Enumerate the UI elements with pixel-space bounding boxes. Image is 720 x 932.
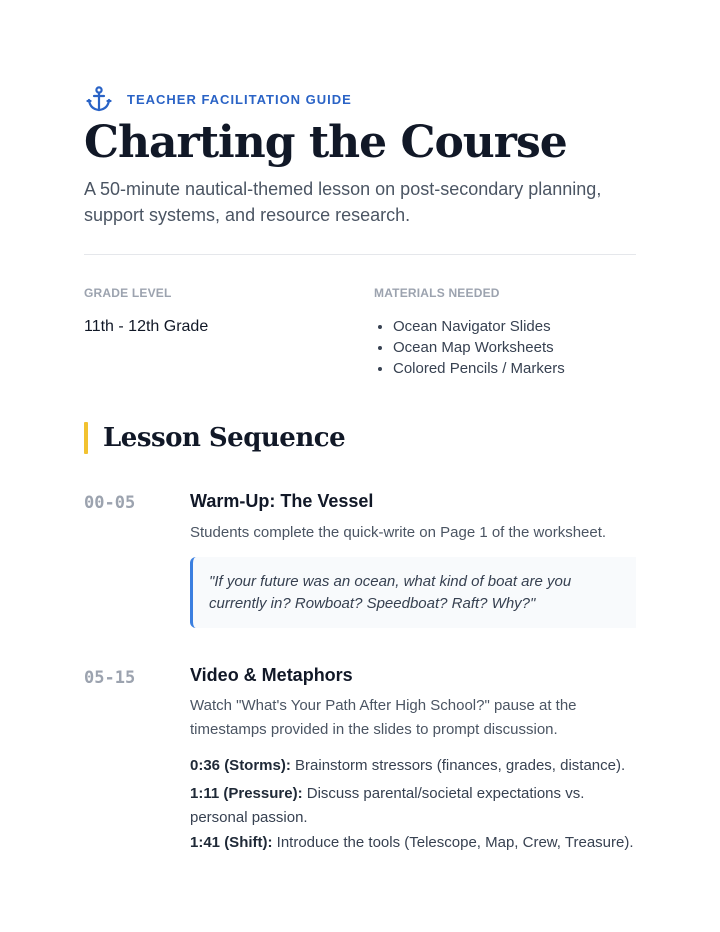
timestamp-text: Discuss parental/societal expectations vs. personal passion. [190,785,585,826]
timestamp-label: 1:11 (Pressure): [190,785,303,802]
grade-level-label: GRADE LEVEL [84,286,172,300]
materials-label: MATERIALS NEEDED [374,286,500,300]
step-content [190,489,636,545]
step-time: 05-15 [84,668,136,688]
quote-text: "If your future was an ocean, what kind of boat are you currently in? Rowboat? Speedboat? Raft? Why?" [209,573,572,612]
section-accent-bar [84,422,88,454]
step-content [190,663,636,742]
step-title: Warm-Up: The Vessel [190,491,374,511]
step-time: 00-05 [84,493,136,513]
timestamp-point [190,831,640,855]
header-divider [84,254,636,255]
timestamp-point [190,782,640,830]
timestamp-label: 1:41 (Shift): [190,834,273,851]
page-title: Charting the Course [84,117,567,168]
section-heading [84,422,345,454]
materials-list [374,316,565,379]
grade-level-value: 11th - 12th Grade [84,318,209,335]
list-item: • Ocean Navigator Slides [393,316,565,337]
timestamp-label: 0:36 (Storms): [190,757,291,774]
timestamp-text: Brainstorm stressors (finances, grades, distance). [290,757,626,774]
timestamp-point [190,754,640,778]
step-description: Watch "What's Your Path After High School?" pause at the timestamps provided in the slides to prompt discussion. [190,697,577,738]
timestamp-text: Introduce the tools (Telescope, Map, Crew, Treasure). [272,834,634,851]
step-title: Video & Metaphors [190,665,353,685]
guide-type-label: TEACHER FACILITATION GUIDE [127,91,352,107]
section-title: Lesson Sequence [103,423,346,453]
list-item: • Colored Pencils / Markers [393,358,565,379]
anchor-icon [85,85,113,113]
header-row [85,85,352,113]
prompt-quote [190,557,636,628]
list-item: • Ocean Map Worksheets [393,337,565,358]
step-description: Students complete the quick-write on Page 1 of the worksheet. [190,524,607,541]
page-subtitle: A 50-minute nautical-themed lesson on post-secondary planning, support systems, and resource research. [84,179,602,225]
